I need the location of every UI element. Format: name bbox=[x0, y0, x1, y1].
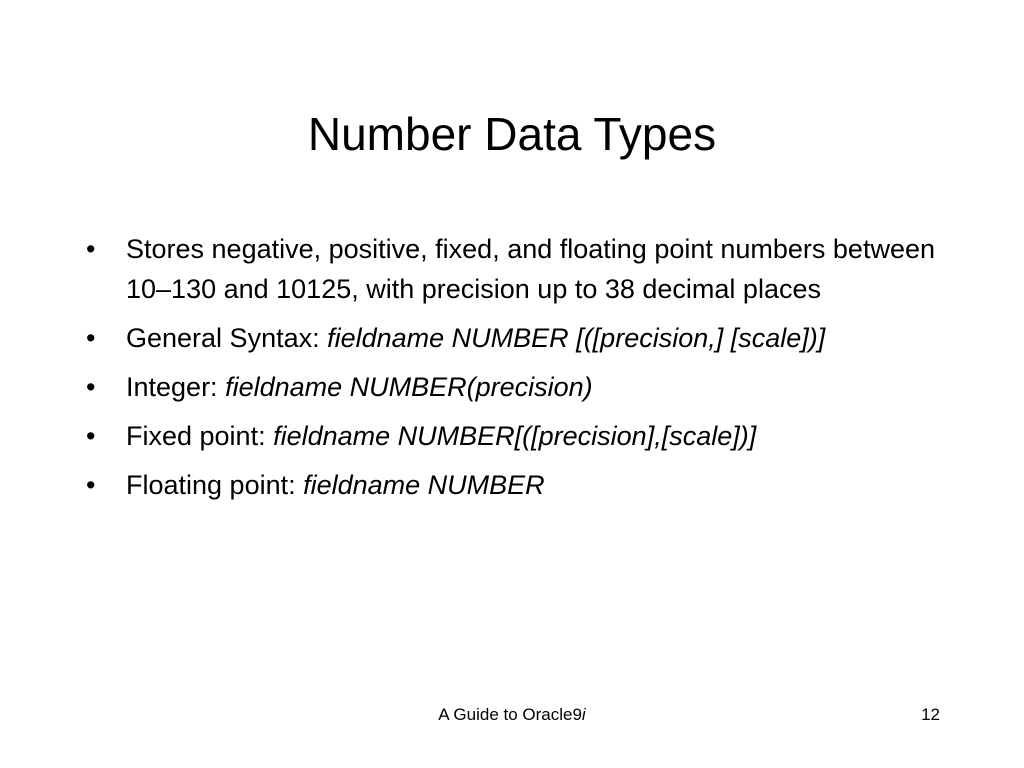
bullet-icon: • bbox=[86, 421, 96, 451]
bullet-icon: • bbox=[86, 323, 96, 353]
bullet-icon: • bbox=[86, 234, 96, 264]
footer-title bbox=[0, 703, 1024, 727]
bullet-icon: • bbox=[86, 470, 96, 500]
bullet-text: Fixed point: bbox=[126, 421, 274, 451]
bullet-syntax: fieldname NUMBER [([precision,] [scale])] bbox=[327, 323, 826, 353]
bullet-item-general-syntax bbox=[86, 318, 946, 358]
bullet-syntax: fieldname NUMBER(precision) bbox=[225, 372, 593, 402]
footer-text-italic: i bbox=[581, 705, 586, 724]
bullet-syntax: fieldname NUMBER[([precision],[scale])] bbox=[273, 421, 757, 451]
bullet-item-storage bbox=[86, 229, 946, 309]
bullet-icon: • bbox=[86, 372, 96, 402]
footer-text: A Guide to Oracle9 bbox=[438, 705, 582, 724]
bullet-item-integer bbox=[86, 367, 946, 407]
bullet-list bbox=[86, 229, 946, 514]
page-number: 12 bbox=[921, 705, 940, 724]
bullet-item-fixed-point bbox=[86, 416, 946, 456]
bullet-text: Floating point: bbox=[126, 470, 304, 500]
bullet-syntax: fieldname NUMBER bbox=[303, 470, 545, 500]
bullet-text: Integer: bbox=[126, 372, 226, 402]
bullet-text: General Syntax: bbox=[126, 323, 328, 353]
bullet-item-floating-point bbox=[86, 465, 946, 505]
slide-title: Number Data Types bbox=[307, 108, 717, 160]
bullet-text: Stores negative, positive, fixed, and floating point numbers between 10–130 and 10125, with precision up to 38 decimal places bbox=[126, 234, 935, 304]
